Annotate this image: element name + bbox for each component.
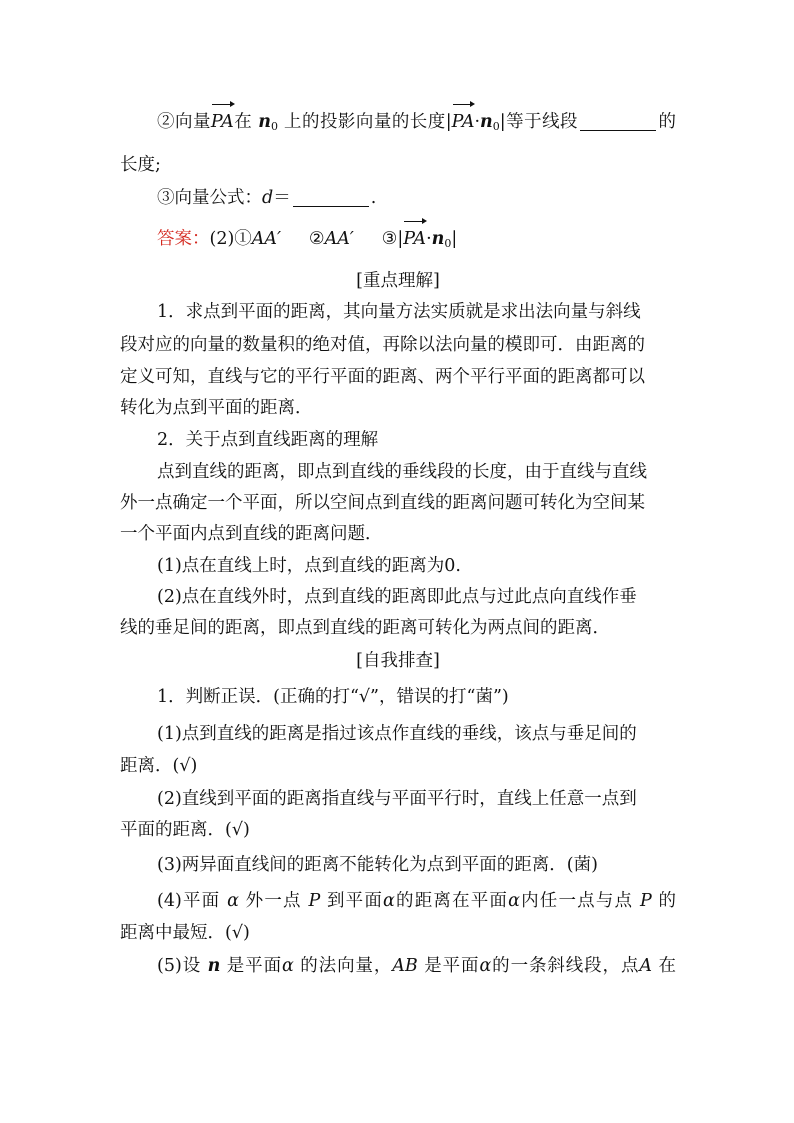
normal-vector: n [207,956,221,976]
normal-vector: n [480,112,493,132]
math-var: P [308,891,321,911]
vector-pa: PA [211,107,234,137]
text-run: 内任一点与点 [519,891,634,911]
normal-vector: n [258,112,271,132]
text-line: 平面的距离．(√) [120,820,250,840]
text-run: ②向量 [157,112,211,132]
math-segment: AB [392,956,418,976]
text-run: 是平面 [226,956,282,976]
text-run: 的一条斜线段，点 [491,956,640,976]
text-line: (3)两异面直线间的距离不能转化为点到平面的距离．(菌) [157,855,598,875]
dot-operator: · [426,229,432,249]
text-run: 外一点 [245,891,302,911]
text-line [157,183,676,213]
text-line: 段对应的向量的数量积的绝对值，再除以法向量的模即可．由距离的 [120,335,645,355]
text-run: (4)平面 [157,891,221,911]
math-var: α [281,956,294,976]
math-var: A [639,956,652,976]
text-run: ② [308,229,325,249]
dot-operator: · [474,112,481,132]
text-run: 是平面 [424,956,480,976]
text-run: 在 [233,112,253,132]
text-line [157,951,676,981]
section-heading: [自我排查] [356,651,440,671]
text-line: 线的垂足间的距离，即点到直线的距离可转化为两点间的距离． [120,618,610,638]
question-title: 1．判断正误．(正确的打“√”，错误的打“菌”) [157,687,509,707]
text-line: (1)点到直线的距离是指过该点作直线的垂线，该点与垂足间的 [157,724,637,744]
math-var: P [639,891,652,911]
text-run: 长度; [120,155,161,175]
answer-line [157,224,676,259]
text-line: 点到直线的距离，即点到直线的垂线段的长度，由于直线与直线 [157,462,647,482]
vector-pa: PA [452,107,475,137]
text-line: 外一点确定一个平面，所以空间点到直线的距离问题可转化为空间某 [120,493,645,513]
text-line: (1)点在直线上时，点到直线的距离为0. [157,556,461,576]
text-run: . [370,188,377,208]
math-var: d [262,188,274,208]
text-run: (5)设 [157,956,202,976]
text-line [157,107,676,142]
text-run: 上的投影向量的长度| [284,112,452,132]
text-run: 的距离在平面 [394,891,509,911]
answer-label: 答案： [157,229,210,249]
normal-vector: n [431,229,445,249]
subheading: 2．关于点到直线距离的理解 [157,430,379,450]
text-run: ③向量公式： [157,188,262,208]
text-run: 的法向量， [300,956,393,976]
text-line: (2)直线到平面的距离指直线与平面平行时，直线上任意一点到 [157,789,637,809]
text-line: 定义可知，直线与它的平行平面的距离、两个平行平面的距离都可以 [120,367,645,387]
text-line [120,150,676,180]
math-var: α [479,956,492,976]
subscript: 0 [492,120,500,133]
text-line: 1．求点到平面的距离，其向量方法实质就是求出法向量与斜线 [157,302,641,322]
text-line: 转化为点到平面的距离． [120,398,313,418]
math-segment: AA′ [251,229,282,249]
text-run: 到平面 [326,891,384,911]
text-line: 一个平面内点到直线的距离问题． [120,524,383,544]
text-run: |等于线段 [499,112,579,132]
math-var: α [227,891,239,911]
text-run: ＝ [273,188,291,208]
text-run: (2)① [209,229,252,249]
text-line: (2)点在直线外时，点到直线的距离即此点与过此点向直线作垂 [157,587,637,607]
section-heading: [重点理解] [356,271,440,291]
text-run: | [451,229,458,249]
text-line: 距离中最短．(√) [120,923,250,943]
text-run: 的 [658,112,677,132]
text-line: 距离．(√) [120,756,198,776]
subscript: 0 [444,237,452,250]
math-var: α [508,891,520,911]
subscript: 0 [270,120,278,133]
fill-in-blank [580,112,656,131]
math-var: α [383,891,395,911]
text-line [157,886,676,916]
text-run: ③| [381,229,404,249]
math-segment: AA′ [324,229,354,249]
fill-in-blank [293,188,369,207]
text-run: 在 [658,956,676,976]
vector-pa: PA [403,224,426,254]
text-run: 的 [658,891,676,911]
